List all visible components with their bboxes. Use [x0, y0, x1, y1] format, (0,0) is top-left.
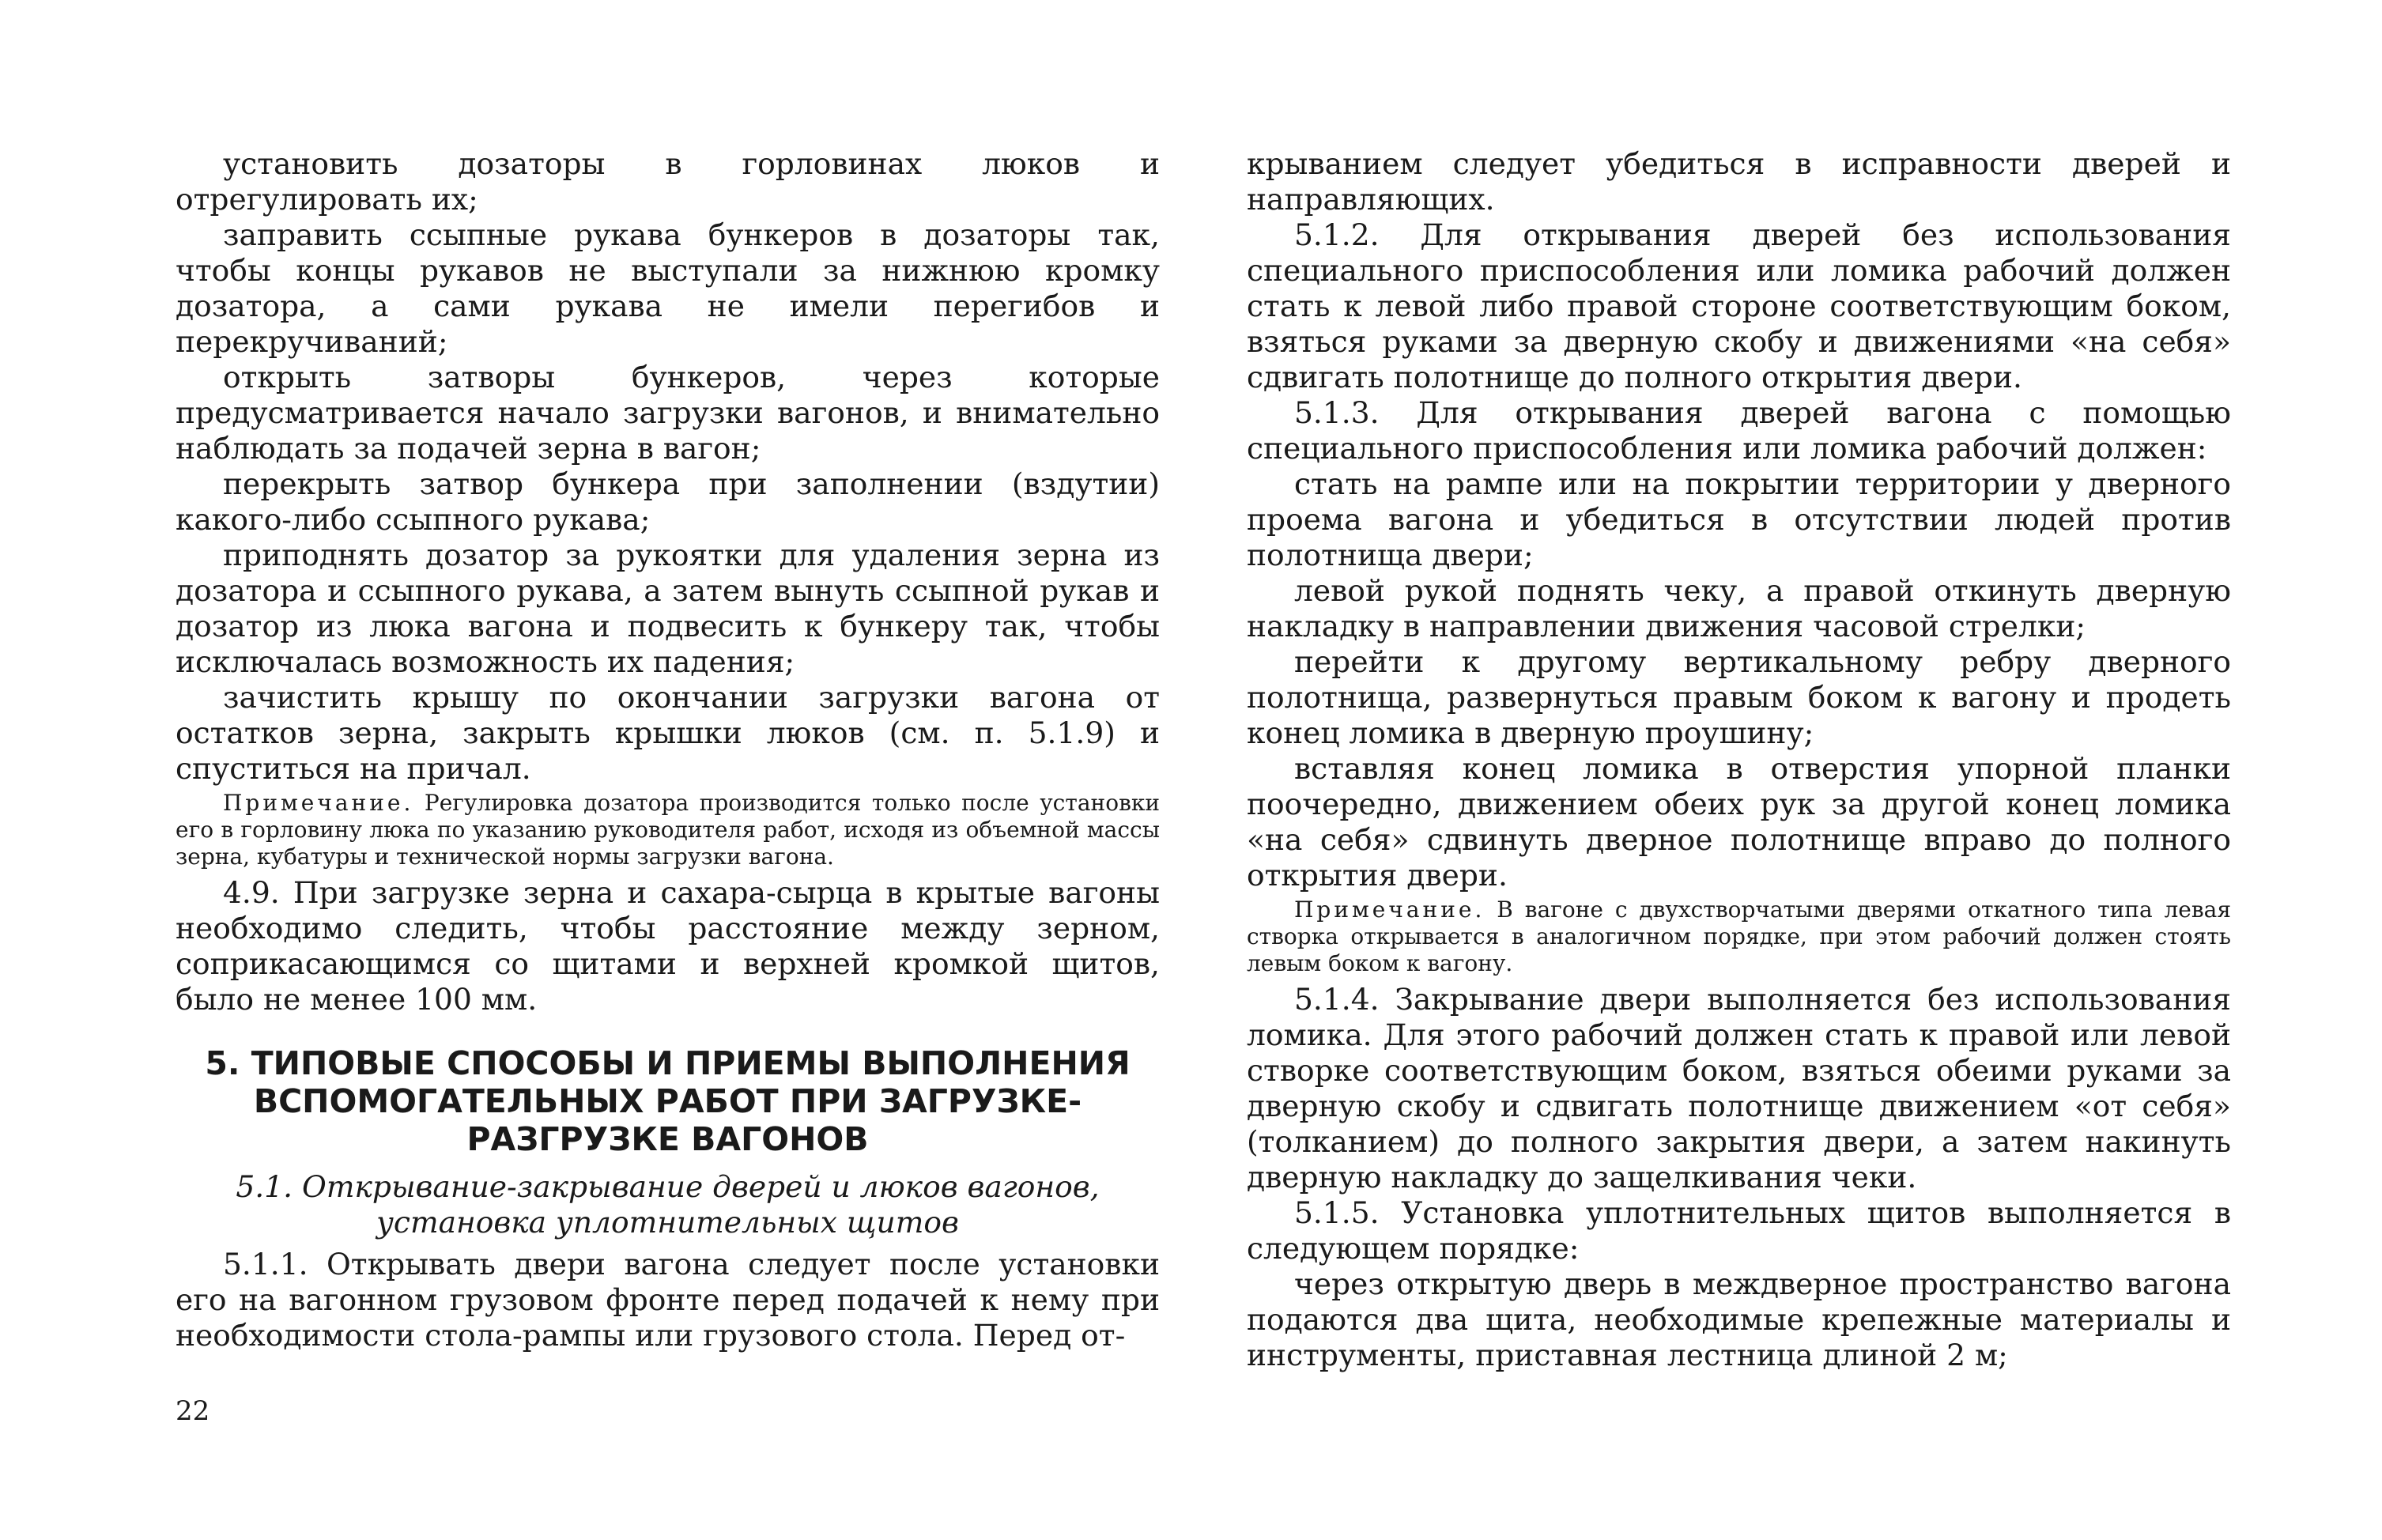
paragraph: открыть затворы бункеров, через которые предусматривается начало загрузки вагонов, и внимательно наблюдать за подачей зерна в вагон; — [176, 360, 1160, 466]
paragraph: 5.1.4. Закрывание двери выполняется без использования ломика. Для этого рабочий должен стать к правой или левой створке соответствующим боком, взяться обеими руками за дверную скобу и сдвигать полотнище движением «от себя» (толканием) до полного закрытия двери, а затем накинуть дверную накладку до защелкивания чеки. — [1247, 982, 2231, 1195]
note-label: Примечание. — [1294, 896, 1485, 923]
paragraph: зачистить крышу по окончании загрузки вагона от остатков зерна, закрыть крышки люков (см. п. 5.1.9) и спуститься на причал. — [176, 680, 1160, 786]
paragraph: 5.1.5. Установка уплотнительных щитов выполняется в следующем порядке: — [1247, 1195, 2231, 1266]
paragraph: перекрыть затвор бункера при заполнении (вздутии) какого-либо ссыпного рукава; — [176, 466, 1160, 537]
paragraph: 5.1.3. Для открывания дверей вагона с помощью специального приспособления или ломика рабочий должен: — [1247, 395, 2231, 466]
paragraph: стать на рампе или на покрытии территории у дверного проема вагона и убедиться в отсутствии людей против полотнища двери; — [1247, 466, 2231, 572]
subsection-heading: 5.1. Открывание-закрывание дверей и люков вагонов, установка уплотнительных щитов — [236, 1169, 1100, 1240]
note-text: В вагоне с двухстворчатыми дверями откатного типа левая створка открывается в аналогичном порядке, при этом рабочий должен стоять левым боком к вагону. — [1247, 896, 2231, 976]
left-column — [176, 146, 1160, 1353]
continued-paragraph: крыванием следует убедиться в исправности дверей и направляющих. — [1247, 146, 2231, 217]
page-number: 22 — [176, 1395, 210, 1427]
paragraph: левой рукой поднять чеку, а правой откинуть дверную накладку в направлении движения часовой стрелки; — [1247, 573, 2231, 644]
note-label: Примечание. — [223, 790, 414, 816]
paragraph: заправить ссыпные рукава бункеров в дозаторы так, чтобы концы рукавов не выступали за нижнюю кромку дозатора, а сами рукава не имели перегибов и перекручиваний; — [176, 217, 1160, 359]
left-page — [176, 0, 1160, 1540]
paragraph: приподнять дозатор за рукоятки для удаления зерна из дозатора и ссыпного рукава, а затем вынуть ссыпной рукав и дозатор из люка вагона и подвесить к бункеру так, чтобы исключалась возможность их падения; — [176, 538, 1160, 679]
paragraph: перейти к другому вертикальному ребру дверного полотнища, развернуться правым боком к вагону и продеть конец ломика в дверную проушину; — [1247, 644, 2231, 750]
note-text: Регулировка дозатора производится только после установки его в горловину люка по указанию руководителя работ, исходя из объемной массы зерна, кубатуры и технической нормы загрузки вагона. — [176, 790, 1160, 870]
note-paragraph — [1247, 896, 2231, 977]
right-page — [1247, 0, 2231, 1540]
paragraph: через открытую дверь в междверное пространство вагона подаются два щита, необходимые крепежные материалы и инструменты, приставная лестница длиной 2 м; — [1247, 1266, 2231, 1372]
paragraph: 4.9. При загрузке зерна и сахара-сырца в крытые вагоны необходимо следить, чтобы расстояние между зерном, соприкасающимся со щитами и верхней кромкой щитов, было не менее 100 мм. — [176, 875, 1160, 1017]
paragraph: вставляя конец ломика в отверстия упорной планки поочередно, движением обеих рук за другой конец ломика «на себя» сдвинуть дверное полотнище вправо до полного открытия двери. — [1247, 751, 2231, 893]
section-heading: 5. ТИПОВЫЕ СПОСОБЫ И ПРИЕМЫ ВЫПОЛНЕНИЯ ВСПОМОГАТЕЛЬНЫХ РАБОТ ПРИ ЗАГРУЗКЕ-РАЗГРУЗКЕ ВАГОНОВ — [205, 1044, 1131, 1158]
right-column — [1247, 146, 2231, 1373]
paragraph: установить дозаторы в горловинах люков и отрегулировать их; — [176, 146, 1160, 217]
paragraph: 5.1.2. Для открывания дверей без использования специального приспособления или ломика рабочий должен стать к левой либо правой стороне соответствующим боком, взяться руками за дверную скобу и движениями «на себя» сдвигать полотнище до полного открытия двери. — [1247, 217, 2231, 394]
paragraph: 5.1.1. Открывать двери вагона следует после установки его на вагонном грузовом фронте перед подачей к нему при необходимости стола-рампы или грузового стола. Перед от- — [176, 1247, 1160, 1353]
note-paragraph — [176, 790, 1160, 870]
